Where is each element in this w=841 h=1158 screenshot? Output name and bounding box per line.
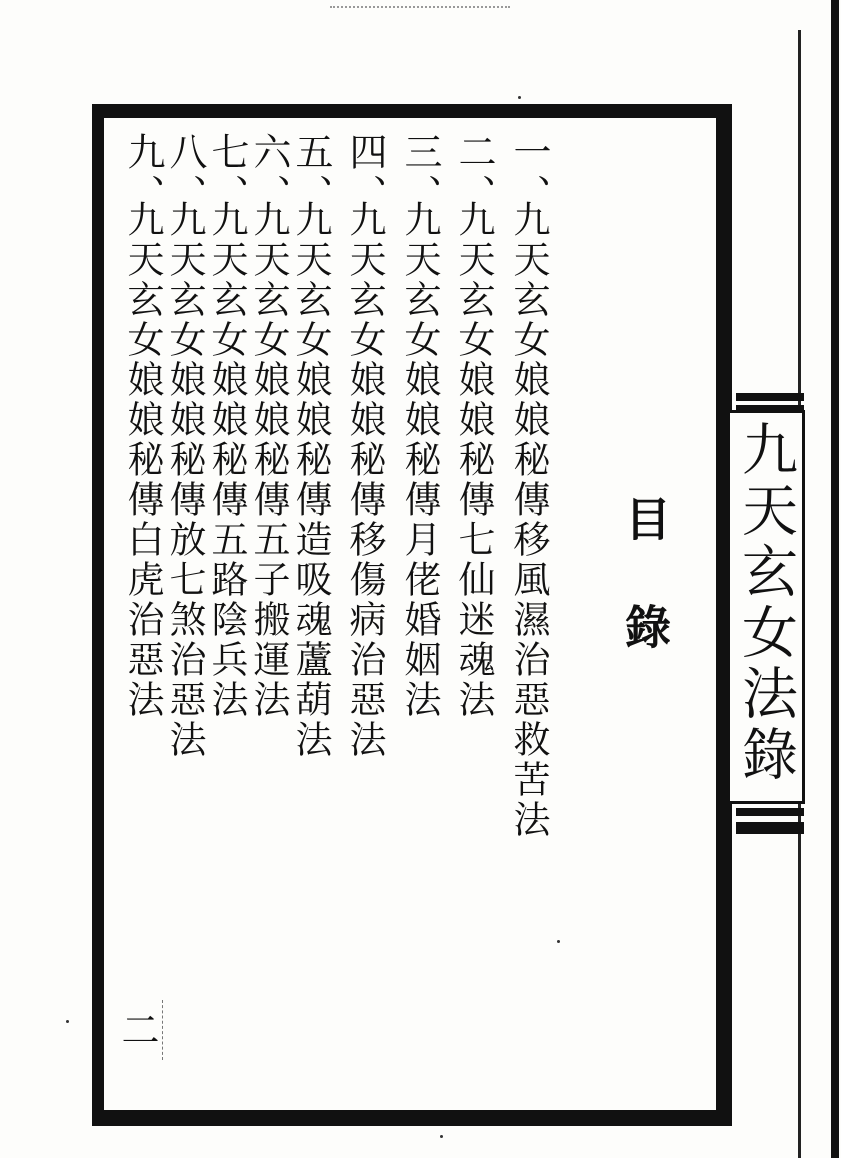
entry-number: 八、	[163, 132, 207, 216]
gutter-mark	[162, 1000, 163, 1060]
entry-number: 六、	[247, 132, 291, 216]
entry-number: 五、	[289, 132, 333, 216]
entry-title: 九天玄女娘娘秘傳五子搬運法	[247, 200, 290, 720]
spine-rule-top	[736, 393, 804, 401]
entry-title: 九天玄女娘娘秘傳月佬婚姻法	[398, 200, 441, 720]
entry-title: 九天玄女娘娘秘傳造吸魂蘆葫法	[289, 200, 332, 760]
toc-heading: 目錄	[618, 495, 672, 711]
entry-number: 二、	[452, 132, 496, 216]
entry-title: 九天玄女娘娘秘傳七仙迷魂法	[452, 200, 495, 720]
spine-rule-bottom	[736, 822, 804, 834]
entry-title: 九天玄女娘娘秘傳移傷病治惡法	[343, 200, 386, 760]
entry-number: 七、	[205, 132, 249, 216]
entry-title: 九天玄女娘娘秘傳放七煞治惡法	[163, 200, 206, 760]
page-edge-shadow	[831, 0, 839, 1158]
entry-title: 九天玄女娘娘秘傳白虎治惡法	[121, 200, 164, 720]
entry-title: 九天玄女娘娘秘傳五路陰兵法	[205, 200, 248, 720]
spine-rule-bottom-inner	[736, 808, 804, 816]
entry-number: 三、	[398, 132, 442, 216]
page-number: 二	[115, 1010, 159, 1048]
entry-number: 九、	[121, 132, 165, 216]
entry-number: 一、	[507, 132, 551, 216]
entry-title: 九天玄女娘娘秘傳移風濕治惡救苦法	[507, 200, 550, 840]
entry-number: 四、	[343, 132, 387, 216]
scan-smudge	[330, 6, 510, 11]
book-title: 九天玄女法錄	[733, 420, 798, 786]
